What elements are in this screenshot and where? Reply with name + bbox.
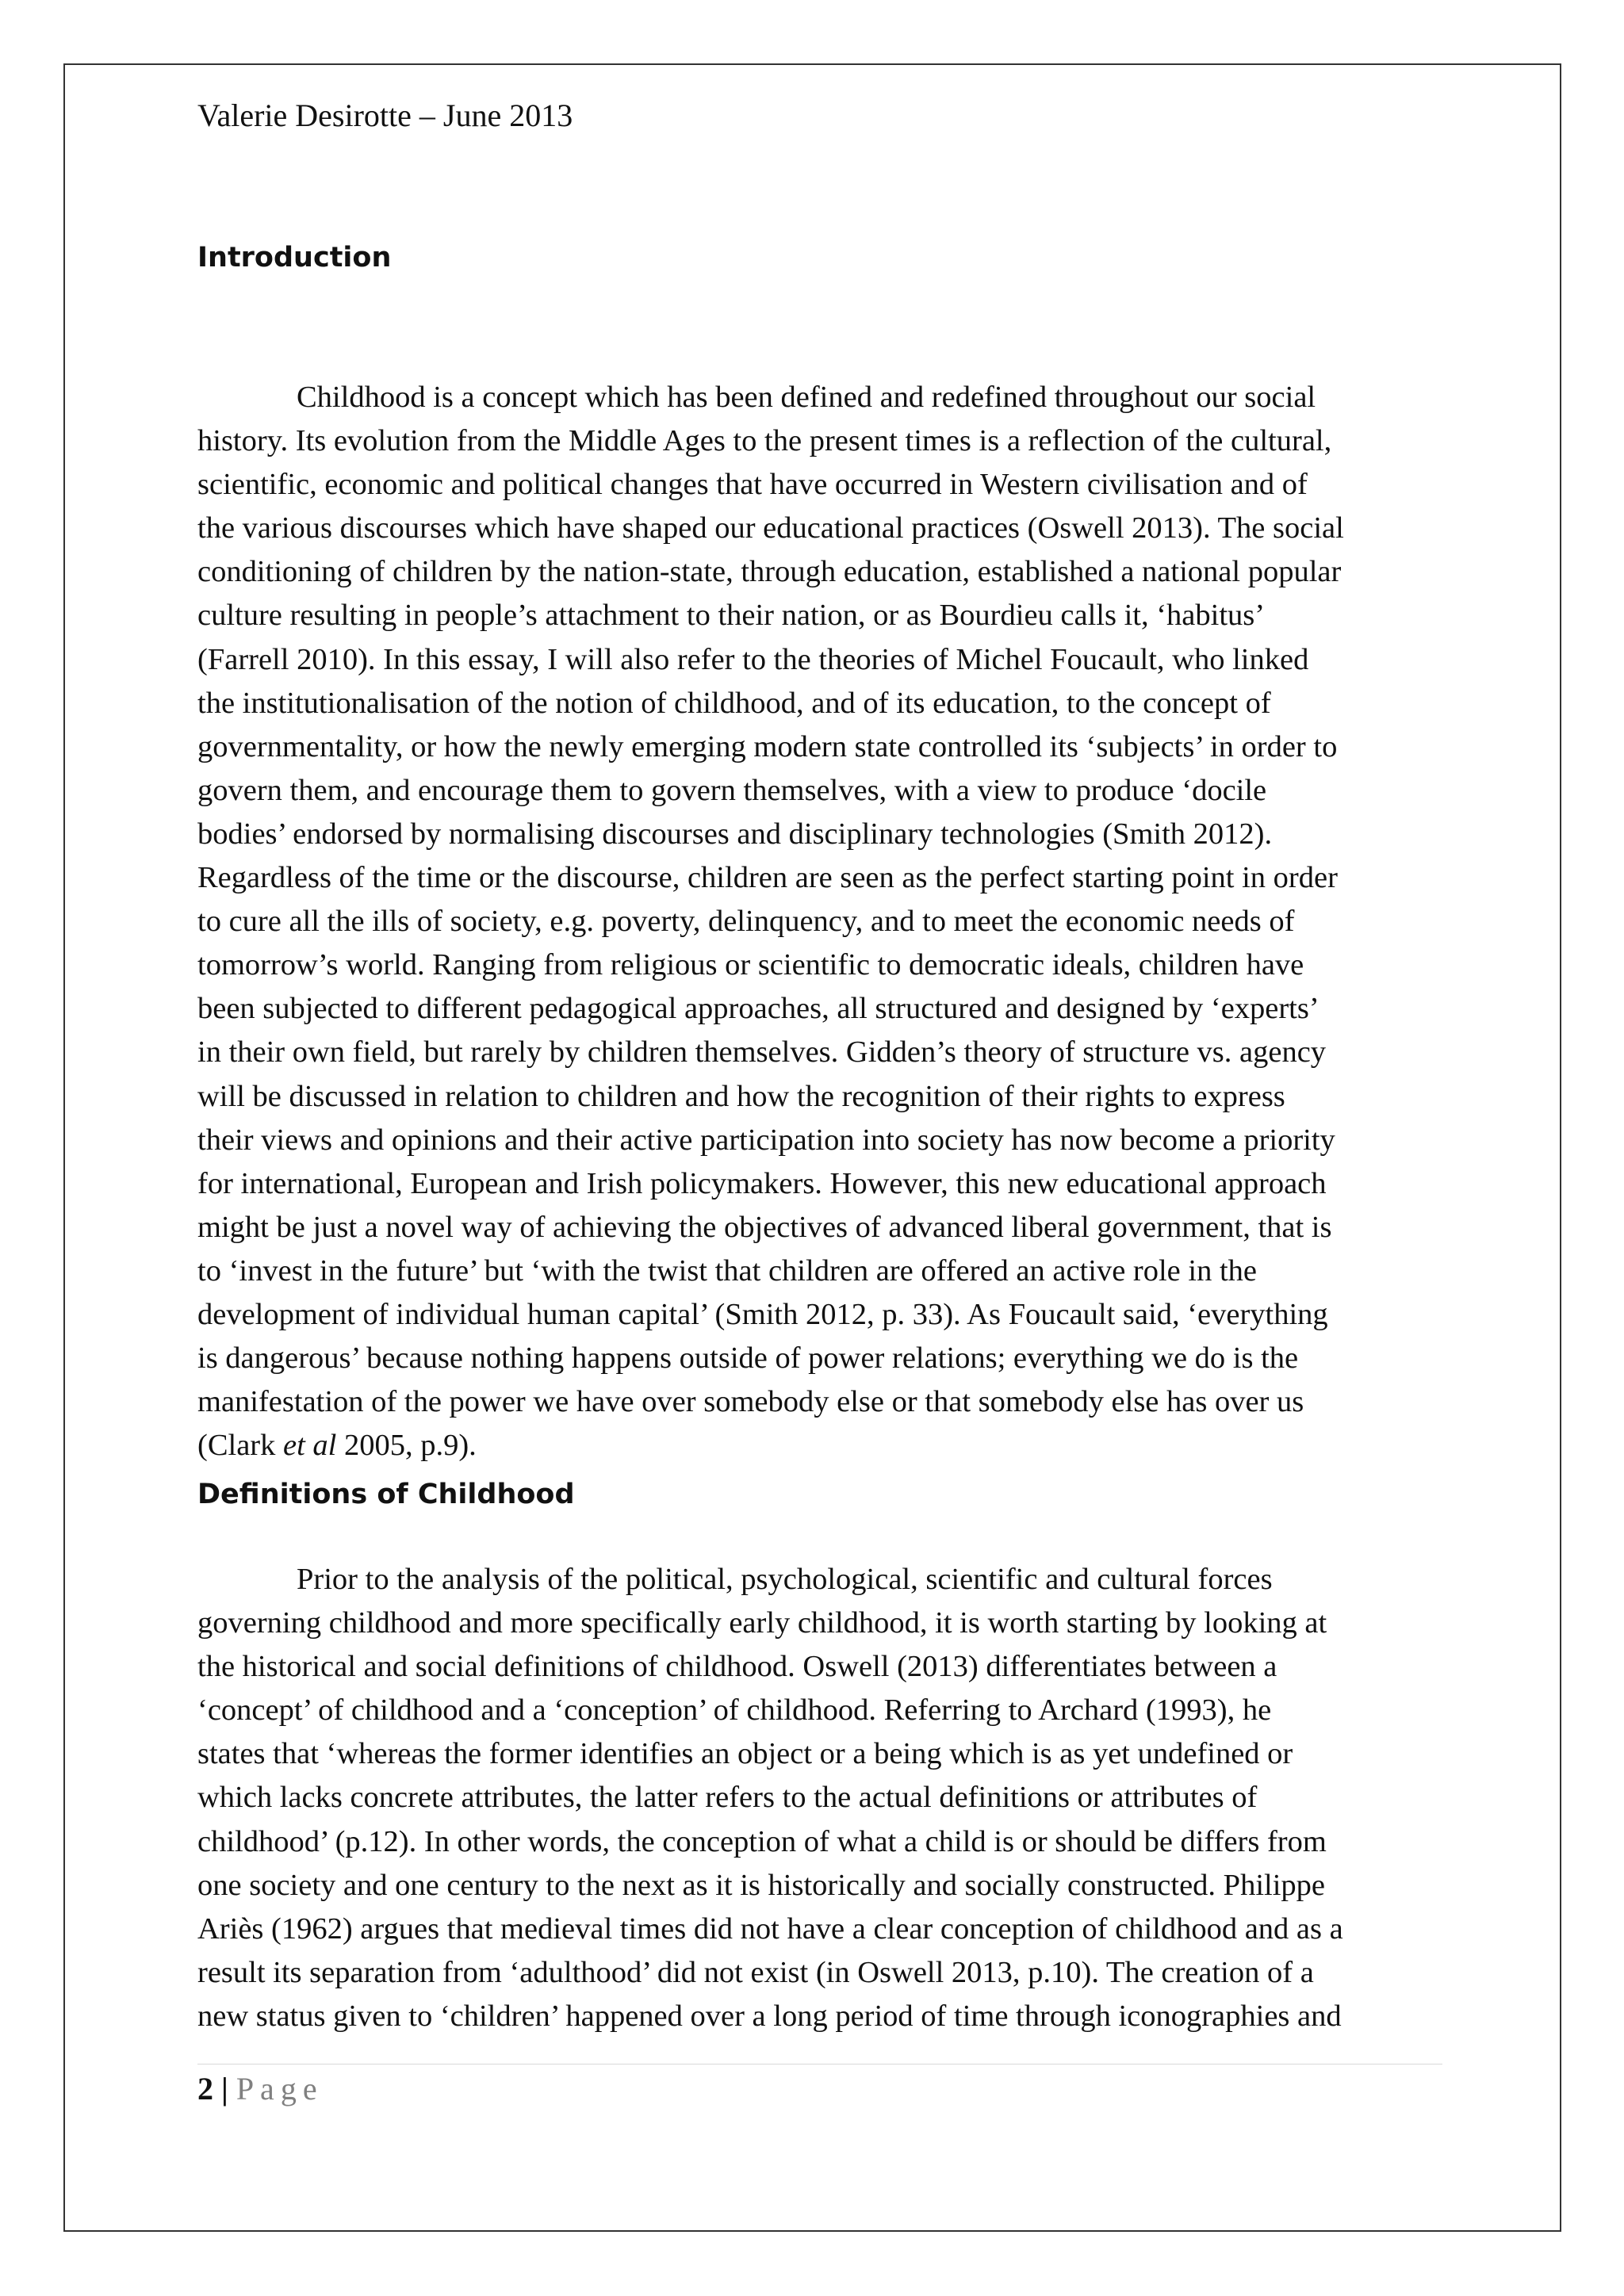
text-line: their views and opinions and their active participation into society has now become a priority xyxy=(197,1123,1335,1157)
text-line: governmentality, or how the newly emerging modern state controlled its ‘subjects’ in order to xyxy=(197,729,1338,763)
text-line: is dangerous’ because nothing happens outside of power relations; everything we do is the xyxy=(197,1341,1299,1376)
text-line: which lacks concrete attributes, the latter refers to the actual definitions or attributes of xyxy=(197,1781,1258,1815)
text-line: bodies’ endorsed by normalising discourses and disciplinary technologies (Smith 2012). xyxy=(197,817,1273,851)
footer-separator: | xyxy=(221,2071,228,2107)
text-line: (Farrell 2010). In this essay, I will also refer to the theories of Michel Foucault, who linked xyxy=(197,642,1309,676)
text-line: governing childhood and more specifically early childhood, it is worth starting by looking at xyxy=(197,1606,1327,1640)
text-line: the historical and social definitions of childhood. Oswell (2013) differentiates between a xyxy=(197,1650,1277,1684)
running-header: Valerie Desirotte – June 2013 xyxy=(197,98,573,133)
text-line: the institutionalisation of the notion of childhood, and of its education, to the concept of xyxy=(197,686,1271,720)
page-label: Page xyxy=(236,2071,324,2107)
text-line: new status given to ‘children’ happened over a long period of time through iconographies and xyxy=(197,1999,1342,2033)
text-fragment: 2005, p.9). xyxy=(336,1429,477,1463)
text-line: the various discourses which have shaped our educational practices (Oswell 2013). The social xyxy=(197,511,1344,545)
text-line: scientific, economic and political changes that have occurred in Western civilisation and of xyxy=(197,468,1308,502)
definitions-paragraph xyxy=(197,1558,1439,2038)
text-line: manifestation of the power we have over somebody else or that somebody else has over us xyxy=(197,1385,1304,1419)
text-line: Prior to the analysis of the political, psychological, scientific and cultural forces xyxy=(297,1563,1273,1596)
text-line: in their own field, but rarely by children themselves. Gidden’s theory of structure vs. agency xyxy=(197,1035,1327,1070)
text-line: will be discussed in relation to children and how the recognition of their rights to express xyxy=(197,1079,1285,1113)
text-line: states that ‘whereas the former identifies an object or a being which is as yet undefined or xyxy=(197,1737,1293,1771)
text-line: might be just a novel way of achieving the objectives of advanced liberal government, that is xyxy=(197,1210,1332,1244)
text-line: for international, European and Irish policymakers. However, this new educational approach xyxy=(197,1166,1327,1200)
text-line: been subjected to different pedagogical approaches, all structured and designed by ‘experts’ xyxy=(197,992,1320,1026)
text-fragment: (Clark xyxy=(197,1429,283,1463)
text-line: development of individual human capital’ (Smith 2012, p. 33). As Foucault said, ‘everything xyxy=(197,1297,1328,1331)
text-line: to cure all the ills of society, e.g. poverty, delinquency, and to meet the economic needs of xyxy=(197,905,1295,939)
text-line: one society and one century to the next as it is historically and socially constructed. Philippe xyxy=(197,1868,1326,1902)
text-line: conditioning of children by the nation-state, through education, established a national popular xyxy=(197,555,1342,589)
text-line: to ‘invest in the future’ but ‘with the twist that children are offered an active role in the xyxy=(197,1253,1257,1288)
page-number: 2 xyxy=(197,2071,213,2107)
text-line: childhood’ (p.12). In other words, the conception of what a child is or should be differs from xyxy=(197,1824,1327,1858)
text-line: Regardless of the time or the discourse, children are seen as the perfect starting point in order xyxy=(197,861,1338,895)
text-line: ‘concept’ of childhood and a ‘conception’ of childhood. Referring to Archard (1993), he xyxy=(197,1693,1272,1728)
text-line: tomorrow’s world. Ranging from religious or scientific to democratic ideals, children have xyxy=(197,948,1304,982)
introduction-paragraph xyxy=(197,376,1439,1468)
text-line: govern them, and encourage them to govern themselves, with a view to produce ‘docile xyxy=(197,773,1267,807)
text-line xyxy=(197,1424,1439,1468)
section-heading-definitions: Definitions of Childhood xyxy=(197,1479,575,1510)
text-line: history. Its evolution from the Middle Ages to the present times is a reflection of the cultural, xyxy=(197,424,1332,458)
italic-fragment: et al xyxy=(282,1429,337,1463)
page-footer xyxy=(197,2068,324,2110)
text-line: result its separation from ‘adulthood’ did not exist (in Oswell 2013, p.10). The creation of a xyxy=(197,1955,1314,1989)
section-heading-introduction: Introduction xyxy=(197,242,392,274)
text-line: culture resulting in people’s attachment to their nation, or as Bourdieu calls it, ‘habitus’ xyxy=(197,599,1266,633)
text-line: Childhood is a concept which has been defined and redefined throughout our social xyxy=(297,381,1316,414)
text-line: Ariès (1962) argues that medieval times did not have a clear conception of childhood and as a xyxy=(197,1911,1343,1946)
